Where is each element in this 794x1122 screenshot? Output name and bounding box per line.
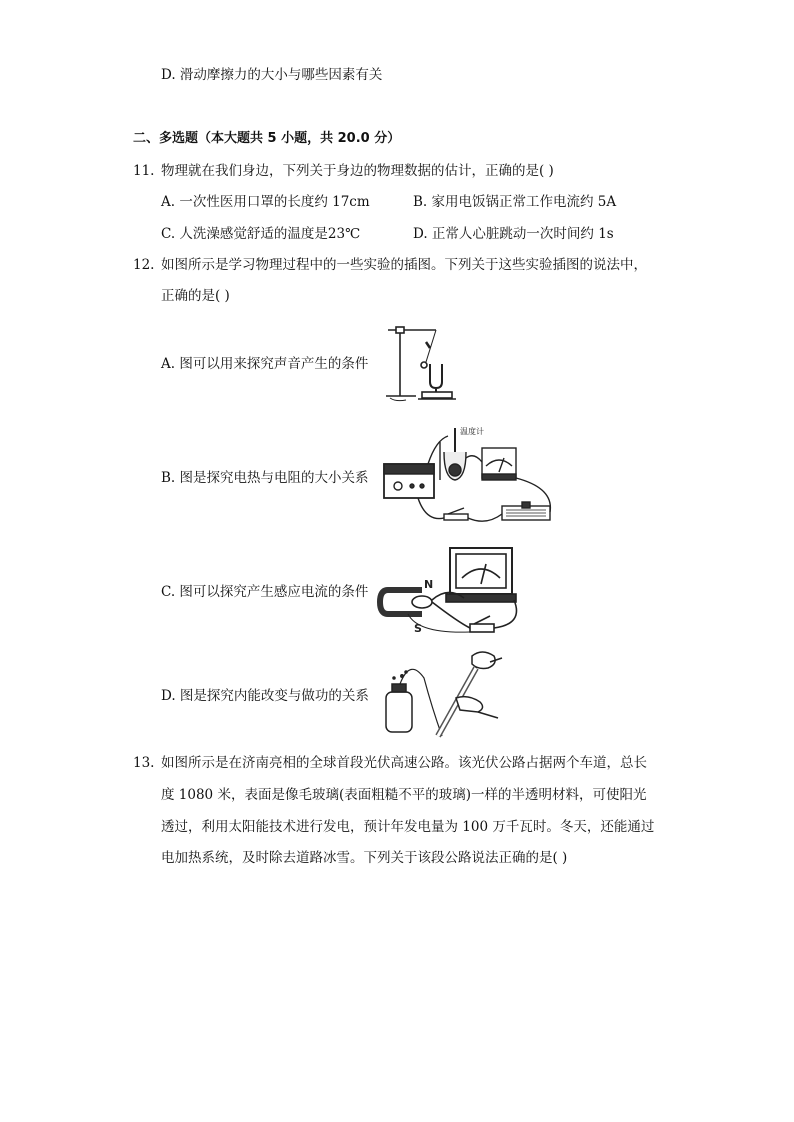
thermometer-label: 温度计 <box>460 427 484 436</box>
q11-option-d: D. 正常人心脏跳动一次时间约 1s <box>413 226 614 242</box>
q13-line-1: 如图所示是在济南亮相的全球首段光伏高速公路。该光伏公路占据两个车道，总长 <box>161 755 647 771</box>
q13-line-3: 透过，利用太阳能技术进行发电，预计年发电量为 100 万千瓦时。冬天，还能通过 <box>161 819 655 835</box>
figure-b-circuit <box>378 422 558 532</box>
q11-number: 11. <box>133 163 155 179</box>
q12-option-c: C. 图可以探究产生感应电流的条件 <box>161 584 369 600</box>
q12-option-d: D. 图是探究内能改变与做功的关系 <box>161 688 369 704</box>
q13-line-4: 电加热系统，及时除去道路冰雪。下列关于该段公路说法正确的是( ) <box>161 850 568 866</box>
figure-a-tuning-fork <box>378 322 478 404</box>
q11-stem: 物理就在我们身边，下列关于身边的物理数据的估计，正确的是( ) <box>161 163 554 179</box>
q13-line-2: 度 1080 米，表面是像毛玻璃(表面粗糙不平的玻璃)一样的半透明材料，可使阳光 <box>161 787 647 803</box>
q11-option-a: A. 一次性医用口罩的长度约 17cm <box>161 194 370 210</box>
q12-option-b: B. 图是探究电热与电阻的大小关系 <box>161 470 369 486</box>
magnet-pole-s: S <box>414 622 422 635</box>
figure-c-induction <box>378 542 528 642</box>
q10-option-d: D. 滑动摩擦力的大小与哪些因素有关 <box>161 67 383 83</box>
q12-option-a: A. 图可以用来探究声音产生的条件 <box>161 356 369 372</box>
section-title: 二、多选题（本大题共 5 小题，共 20.0 分） <box>133 131 401 146</box>
figure-d-pump-bottle <box>380 648 502 744</box>
q12-stem-line2: 正确的是( ) <box>161 288 230 304</box>
q12-number: 12. <box>133 257 155 273</box>
q12-stem-line1: 如图所示是学习物理过程中的一些实验的插图。下列关于这些实验插图的说法中， <box>161 257 647 273</box>
q13-number: 13. <box>133 755 155 771</box>
q11-option-c: C. 人洗澡感觉舒适的温度是23℃ <box>161 226 361 242</box>
q11-option-b: B. 家用电饭锅正常工作电流约 5A <box>413 194 617 210</box>
magnet-pole-n: N <box>424 578 434 591</box>
